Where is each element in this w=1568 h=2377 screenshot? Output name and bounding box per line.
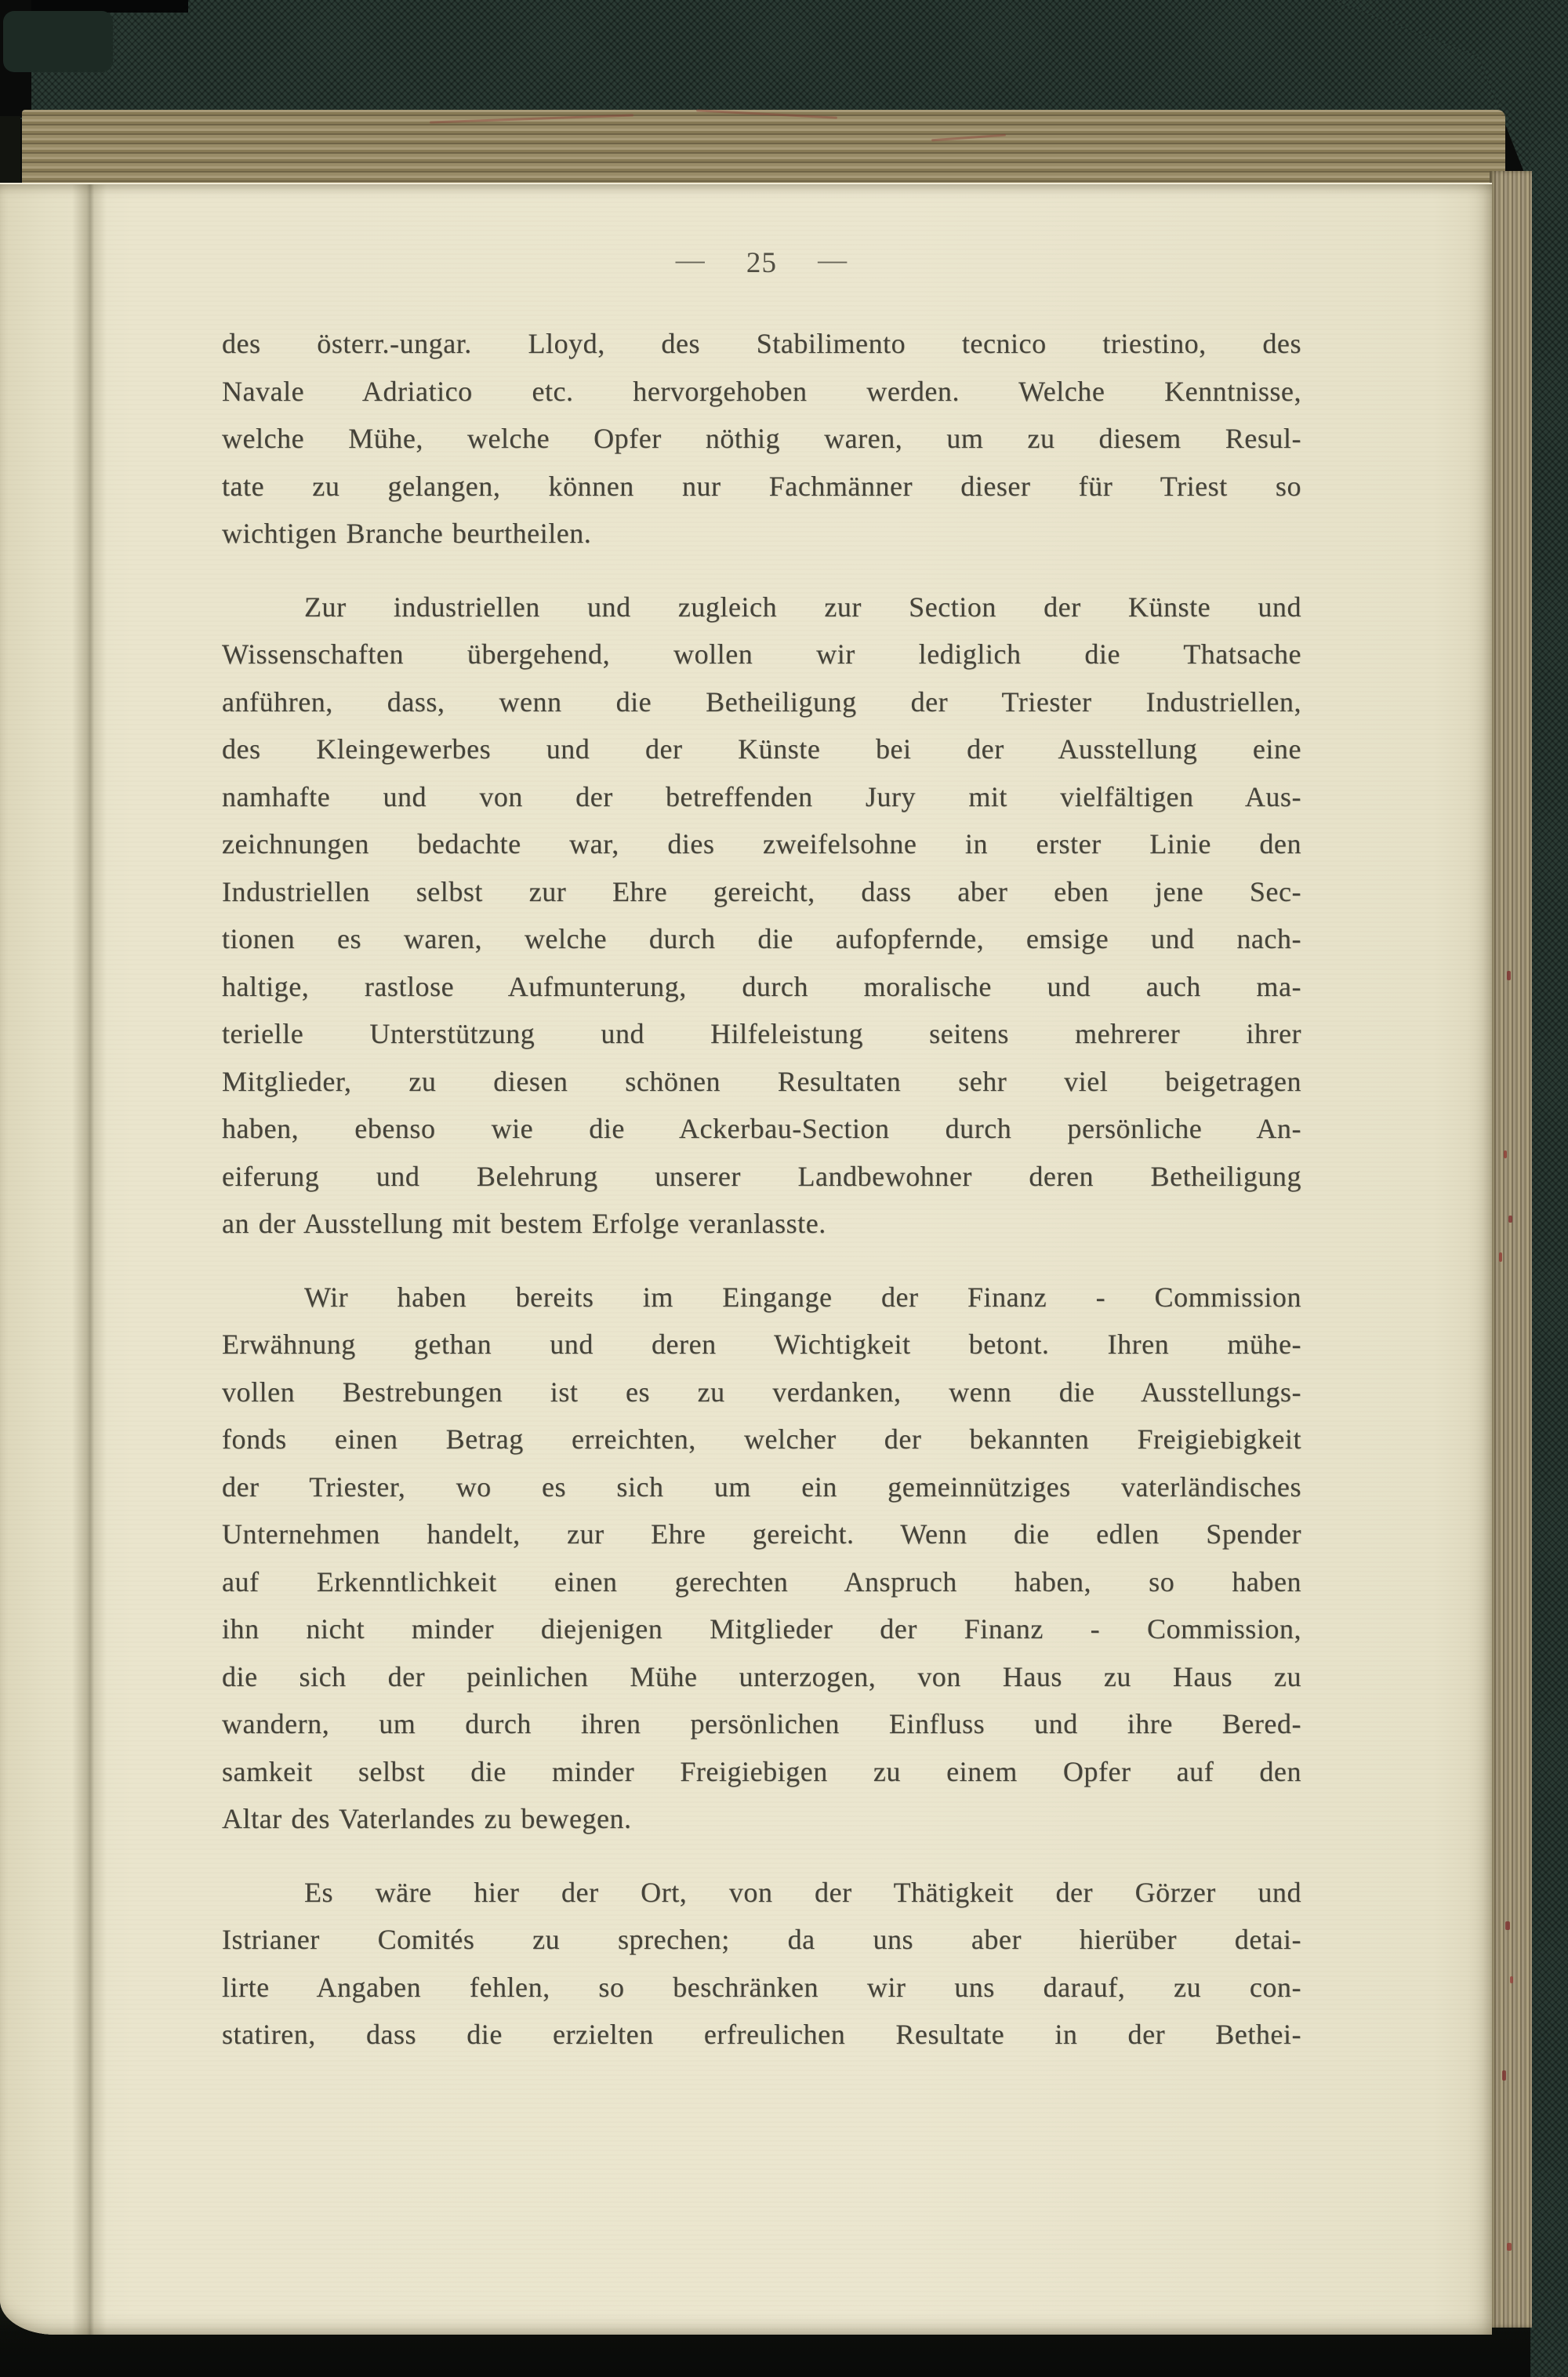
red-speck xyxy=(1507,2243,1512,2251)
text-line: namhafte und von der betreffenden Jury mit vielfältigen Aus- xyxy=(222,780,1301,812)
text-line: Zur industriellen und zugleich zur Section der Künste und xyxy=(304,591,1301,623)
text-line: ihn nicht minder diejenigen Mitglieder der Finanz - Commission, xyxy=(222,1613,1301,1645)
text-line: eiferung und Belehrung unserer Landbewohner deren Betheiligung xyxy=(222,1160,1301,1192)
text-line: lirte Angaben fehlen, so beschränken wir uns darauf, zu con- xyxy=(222,1971,1301,2003)
text-line: haben, ebenso wie die Ackerbau-Section durch persönliche An- xyxy=(222,1113,1301,1144)
red-speck xyxy=(1504,1150,1507,1158)
text-line: Mitglieder, zu diesen schönen Resultaten sehr viel beigetragen xyxy=(222,1065,1301,1097)
text-line: vollen Bestrebungen ist es zu verdanken, wenn die Ausstellungs- xyxy=(222,1376,1301,1408)
text-line: Es wäre hier der Ort, von der Thätigkeit der Görzer und xyxy=(304,1876,1301,1908)
text-line: der Triester, wo es sich um ein gemeinnütziges vaterländisches xyxy=(222,1470,1301,1503)
text-line: Unternehmen handelt, zur Ehre gereicht. Wenn die edlen Spender xyxy=(222,1518,1301,1550)
red-speck xyxy=(1502,2070,1506,2081)
cover-corner-fold xyxy=(3,11,113,72)
text-line: fonds einen Betrag erreichten, welcher der bekannten Freigiebigkeit xyxy=(222,1423,1301,1455)
text-line: Navale Adriatico etc. hervorgehoben werden. Welche Kenntnisse, xyxy=(222,375,1301,407)
shadow-left-notch xyxy=(0,116,20,191)
text-line: tionen es waren, welche durch die aufopfernde, emsige und nach- xyxy=(222,923,1301,954)
text-line: Industriellen selbst zur Ehre gereicht, dass aber eben jene Sec- xyxy=(222,875,1301,907)
page-number-dash-right: — xyxy=(818,244,848,276)
red-speck xyxy=(1499,1252,1502,1262)
text-line: Wissenschaften übergehend, wollen wir lediglich die Thatsache xyxy=(222,638,1301,670)
red-speck xyxy=(1510,1976,1513,1983)
page-number-dash-left: — xyxy=(675,244,706,276)
text-line: die sich der peinlichen Mühe unterzogen, von Haus zu Haus zu xyxy=(222,1660,1301,1692)
book-cover-right xyxy=(1530,0,1568,2377)
paragraph xyxy=(222,320,1301,558)
text-line: haltige, rastlose Aufmunterung, durch moralische und auch ma- xyxy=(222,970,1301,1002)
paragraph xyxy=(222,1869,1301,2059)
page-edges-right xyxy=(1490,171,1532,2328)
text-line: Erwähnung gethan und deren Wichtigkeit betont. Ihren mühe- xyxy=(222,1328,1301,1360)
page-edges-top xyxy=(22,110,1505,184)
red-speck xyxy=(1505,1921,1510,1930)
text-line: Wir haben bereits im Eingange der Finanz - Commission xyxy=(304,1281,1301,1313)
text-line: zeichnungen bedachte war, dies zweifelsohne in erster Linie den xyxy=(222,828,1301,860)
text-line: Istrianer Comités zu sprechen; da uns aber hierüber detai- xyxy=(222,1924,1301,1955)
text-line: Altar des Vaterlandes zu bewegen. xyxy=(222,1803,632,1834)
page-text xyxy=(222,320,1301,2059)
page-number-value: 25 xyxy=(746,247,778,279)
red-speck xyxy=(1508,1216,1512,1223)
text-line: an der Ausstellung mit bestem Erfolge veranlasste. xyxy=(222,1208,826,1239)
text-line: anführen, dass, wenn die Betheiligung der Triester Industriellen, xyxy=(222,685,1301,718)
text-line: samkeit selbst die minder Freigiebigen zu einem Opfer auf den xyxy=(222,1755,1301,1787)
paragraph xyxy=(222,1274,1301,1843)
text-line: wichtigen Branche beurtheilen. xyxy=(222,518,592,549)
red-ink-mark xyxy=(931,134,1006,142)
gutter-crease xyxy=(72,184,107,2335)
text-line: welche Mühe, welche Opfer nöthig waren, um zu diesem Resul- xyxy=(222,423,1301,454)
text-line: tate zu gelangen, können nur Fachmänner dieser für Triest so xyxy=(222,470,1301,502)
paragraph xyxy=(222,583,1301,1248)
red-ink-mark xyxy=(696,109,837,118)
text-line: des österr.-ungar. Lloyd, des Stabilimento tecnico triestino, des xyxy=(222,328,1301,359)
red-speck xyxy=(1507,971,1511,980)
red-ink-mark xyxy=(430,114,633,123)
text-line: terielle Unterstützung und Hilfeleistung seitens mehrerer ihrer xyxy=(222,1018,1301,1049)
text-line: des Kleingewerbes und der Künste bei der Ausstellung eine xyxy=(222,733,1301,765)
page-number xyxy=(222,246,1301,280)
book-cover-top xyxy=(0,0,1568,119)
text-line: statiren, dass die erzielten erfreulichen Resultate in der Bethei- xyxy=(222,2019,1301,2050)
text-line: auf Erkenntlichkeit einen gerechten Anspruch haben, so haben xyxy=(222,1565,1301,1597)
text-line: wandern, um durch ihren persönlichen Einfluss und ihre Bered- xyxy=(222,1708,1301,1739)
